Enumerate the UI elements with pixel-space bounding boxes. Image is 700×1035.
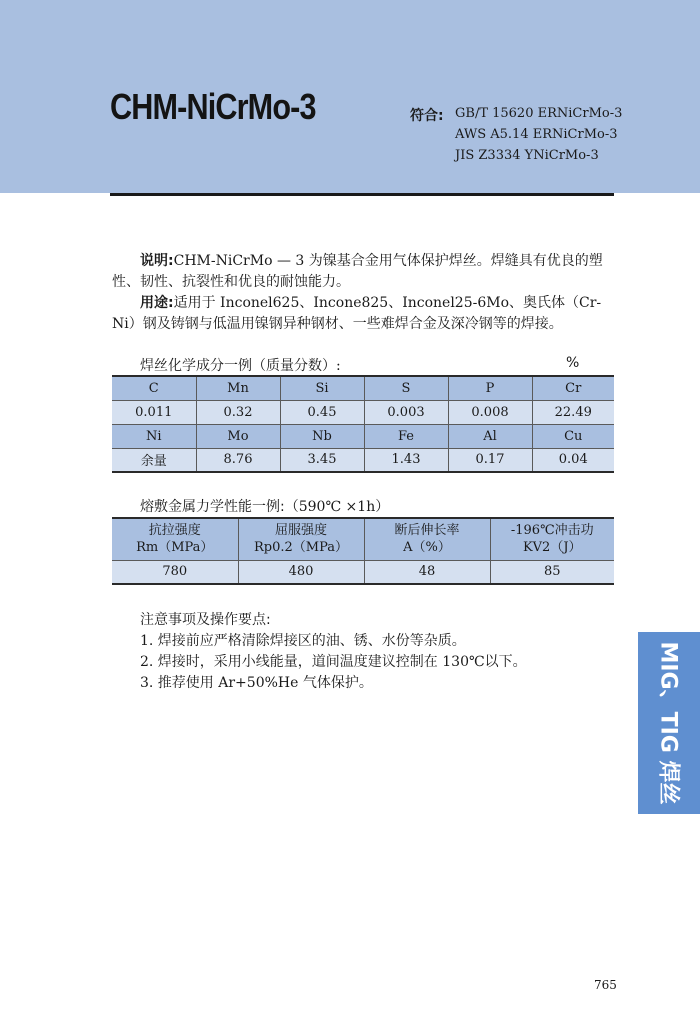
table-cell: 0.011 (112, 400, 196, 424)
table-cell: 0.17 (448, 448, 532, 472)
composition-title: 焊丝化学成分一例（质量分数）: (140, 358, 341, 374)
table-row (112, 424, 614, 448)
table-cell: 8.76 (196, 448, 280, 472)
table-cell: Cr (532, 376, 614, 400)
table-cell: 480 (238, 560, 364, 584)
standard-jis: JIS Z3334 YNiCrMo-3 (455, 148, 599, 163)
standard-gb: GB/T 15620 ERNiCrMo-3 (455, 106, 623, 121)
mechanical-table (112, 517, 614, 585)
table-cell: 22.49 (532, 400, 614, 424)
note-item: 3. 推荐使用 Ar+50%He 气体保护。 (140, 675, 373, 691)
header-band (0, 0, 700, 193)
table-header-cell: -196℃冲击功 KV2（J） (490, 518, 614, 560)
table-row (112, 560, 614, 584)
header-divider (110, 193, 614, 196)
composition-unit: % (566, 355, 580, 371)
table-header-cell: 屈服强度 Rp0.2（MPa） (238, 518, 364, 560)
table-cell: 1.43 (364, 448, 448, 472)
standard-aws: AWS A5.14 ERNiCrMo-3 (455, 127, 618, 142)
table-cell: 0.32 (196, 400, 280, 424)
table-cell: Ni (112, 424, 196, 448)
usage-label: 用途: (140, 295, 174, 311)
table-cell: Si (280, 376, 364, 400)
table-cell: 0.45 (280, 400, 364, 424)
description-label: 说明: (140, 253, 174, 269)
table-cell: 0.04 (532, 448, 614, 472)
table-cell: 0.003 (364, 400, 448, 424)
description-paragraph (112, 251, 614, 293)
table-header-cell: 抗拉强度 Rm（MPa） (112, 518, 238, 560)
notes-title: 注意事项及操作要点: (140, 612, 271, 628)
table-cell: 85 (490, 560, 614, 584)
table-row (112, 376, 614, 400)
table-row (112, 518, 614, 560)
table-cell: 0.008 (448, 400, 532, 424)
side-tab-label: MIG、TIG 焊丝 (655, 641, 681, 805)
table-cell: Fe (364, 424, 448, 448)
product-title: CHM-NiCrMo-3 (110, 86, 316, 127)
note-item: 2. 焊接时，采用小线能量，道间温度建议控制在 130℃以下。 (140, 654, 527, 670)
table-row (112, 448, 614, 472)
table-cell: 48 (364, 560, 490, 584)
notes-section (140, 610, 527, 694)
note-item: 1. 焊接前应严格清除焊接区的油、锈、水份等杂质。 (140, 633, 466, 649)
table-cell: Cu (532, 424, 614, 448)
standards-label: 符合: (410, 108, 444, 124)
table-cell: P (448, 376, 532, 400)
table-cell: 余量 (112, 448, 196, 472)
usage-paragraph (112, 293, 614, 335)
description-text: CHM-NiCrMo — 3 为镍基合金用气体保护焊丝。焊缝具有优良的塑性、韧性、抗裂性和优良的耐蚀能力。 (112, 253, 603, 290)
table-cell: Al (448, 424, 532, 448)
table-cell: S (364, 376, 448, 400)
composition-table (112, 375, 614, 473)
table-header-cell: 断后伸长率 A（%） (364, 518, 490, 560)
table-cell: Mn (196, 376, 280, 400)
table-cell: Nb (280, 424, 364, 448)
page-number: 765 (594, 978, 617, 992)
usage-text: 适用于 Inconel625、Incone825、Inconel25-6Mo、奥氏体（Cr-Ni）钢及铸钢与低温用镍钢异种钢材、一些难焊合金及深冷钢等的焊接。 (112, 295, 602, 332)
table-cell: 780 (112, 560, 238, 584)
table-row (112, 400, 614, 424)
mechanical-title: 熔敷金属力学性能一例:（590℃ ×1h） (140, 499, 390, 515)
table-cell: Mo (196, 424, 280, 448)
table-cell: 3.45 (280, 448, 364, 472)
table-cell: C (112, 376, 196, 400)
